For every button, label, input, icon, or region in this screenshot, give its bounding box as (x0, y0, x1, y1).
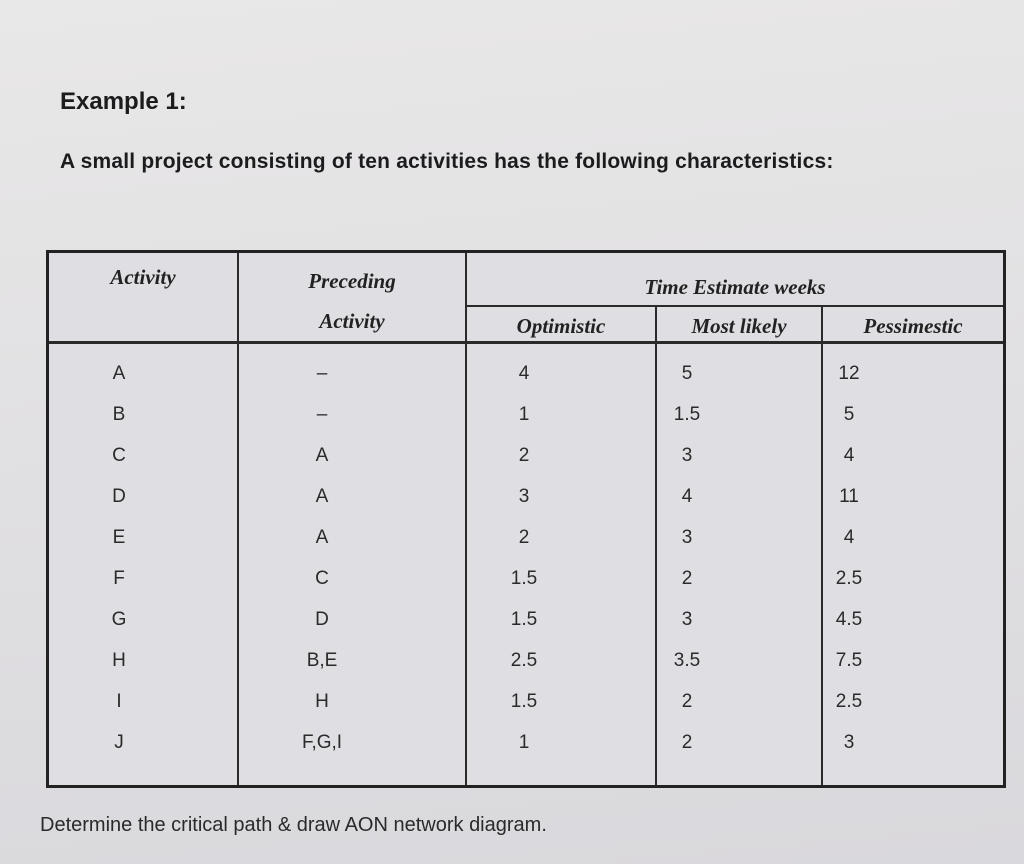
table-cell: – (316, 363, 328, 384)
table-cell: 1.5 (510, 609, 538, 630)
table-cell: 4 (843, 527, 855, 548)
pessimistic-column (819, 353, 879, 763)
table-cell: 2 (681, 568, 693, 589)
table-cell: 5 (681, 363, 693, 384)
header-preceding-line1: Preceding (308, 269, 396, 293)
table-cell: 3 (681, 527, 693, 548)
table-cell: 4.5 (835, 609, 863, 630)
table-cell: 3 (681, 445, 693, 466)
table-cell: G (111, 609, 127, 630)
table-cell: D (315, 609, 329, 630)
header-most-likely: Most likely (691, 314, 787, 338)
header-preceding-line2: Activity (319, 309, 385, 333)
table-cell: – (316, 404, 328, 425)
table-cell: 3.5 (673, 650, 701, 671)
table-cell: 3 (843, 732, 855, 753)
header-pessimistic: Pessimestic (863, 314, 963, 338)
table-cell: 4 (681, 486, 693, 507)
table-cell: 1.5 (510, 691, 538, 712)
table-cell: 11 (839, 486, 859, 507)
optimistic-column (489, 353, 559, 763)
table-cell: H (315, 691, 329, 712)
activity-column (79, 353, 159, 763)
table-cell: 2.5 (835, 691, 863, 712)
table-cell: E (112, 527, 126, 548)
table-cell: B (112, 404, 126, 425)
table-cell: B,E (306, 650, 338, 671)
table-cell: A (315, 527, 329, 548)
table-cell: 2 (518, 445, 530, 466)
table-cell: 2 (681, 691, 693, 712)
table-cell: 4 (518, 363, 530, 384)
table-cell: 7.5 (835, 650, 863, 671)
table-cell: 2 (681, 732, 693, 753)
activity-table (46, 250, 1006, 788)
table-cell: 2.5 (510, 650, 538, 671)
table-cell: 2.5 (835, 568, 863, 589)
table-cell: C (315, 568, 329, 589)
table-cell: 2 (518, 527, 530, 548)
table-divider (465, 305, 1003, 307)
header-activity: Activity (110, 265, 176, 289)
table-cell: I (116, 691, 122, 712)
table-cell: J (114, 732, 124, 753)
preceding-column (277, 353, 367, 763)
header-time-estimate: Time Estimate weeks (644, 275, 826, 299)
table-cell: 12 (838, 363, 860, 384)
example-heading: Example 1: (60, 88, 187, 115)
table-cell: 1 (518, 404, 530, 425)
table-cell: 5 (843, 404, 855, 425)
most-likely-column (657, 353, 717, 763)
table-cell: 4 (843, 445, 855, 466)
table-cell: A (112, 363, 126, 384)
table-cell: A (315, 486, 329, 507)
table-cell: D (112, 486, 126, 507)
table-cell: 1.5 (510, 568, 538, 589)
table-cell: C (112, 445, 126, 466)
task-instruction: Determine the critical path & draw AON network diagram. (40, 814, 547, 836)
table-divider (49, 341, 1003, 344)
table-cell: A (315, 445, 329, 466)
table-cell: 1 (518, 732, 530, 753)
table-cell: F (113, 568, 125, 589)
intro-text: A small project consisting of ten activities has the following characteristics: (60, 150, 834, 173)
table-cell: H (112, 650, 126, 671)
table-cell: 3 (518, 486, 530, 507)
table-cell: 3 (681, 609, 693, 630)
table-cell: 1.5 (673, 404, 701, 425)
header-optimistic: Optimistic (516, 314, 606, 338)
table-cell: F,G,I (301, 732, 343, 753)
